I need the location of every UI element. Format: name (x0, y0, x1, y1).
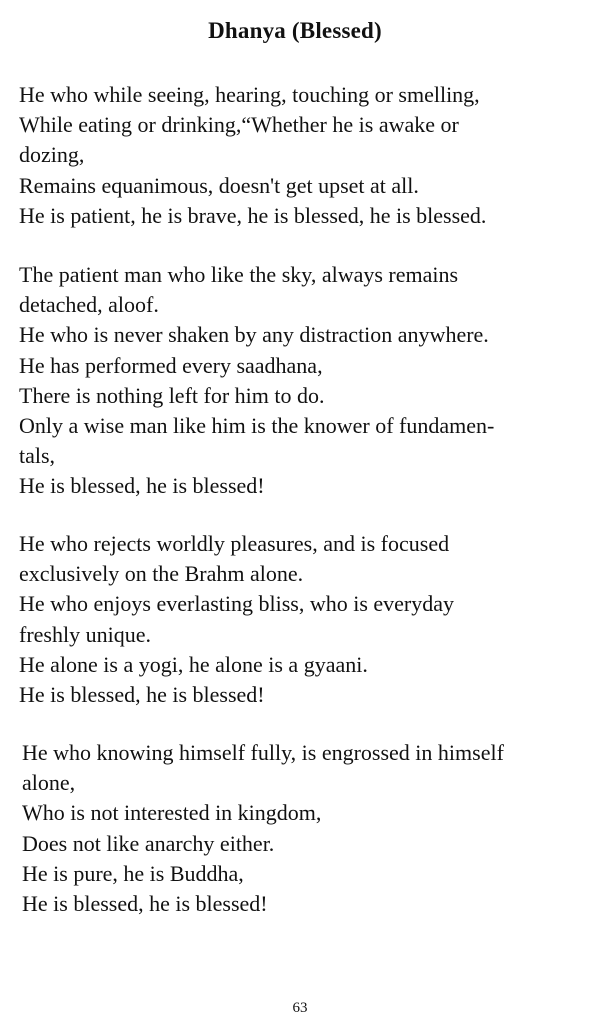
poem-line: He is pure, he is Buddha, (22, 860, 244, 886)
poem-line: detached, aloof. (19, 292, 159, 318)
page-number: 63 (292, 1000, 308, 1016)
poem-line: He alone is a yogi, he alone is a gyaani. (19, 651, 368, 677)
poem-line: Does not like anarchy either. (22, 830, 275, 856)
stanza-1 (19, 80, 579, 231)
poem-line: He is blessed, he is blessed! (22, 891, 268, 917)
poem-line: He who rejects worldly pleasures, and is focused (19, 531, 450, 556)
poem-line: He who while seeing, hearing, touching or smelling, (19, 82, 480, 107)
poem-line: dozing, (19, 142, 85, 168)
poem-line: He who knowing himself fully, is engrossed in himself (22, 740, 504, 765)
poem-line: While eating or drinking,“Whether he is awake or (19, 112, 459, 138)
poem-line: tals, (19, 443, 56, 469)
poem-line: freshly unique. (19, 621, 151, 647)
poem-line: exclusively on the Brahm alone. (19, 561, 304, 587)
poem-line: He is blessed, he is blessed! (19, 682, 265, 708)
poem-line: There is nothing left for him to do. (19, 382, 325, 408)
poem-line: Who is not interested in kingdom, (22, 800, 322, 826)
stanza-4 (22, 738, 582, 919)
poem-line: He has performed every saadhana, (19, 352, 323, 378)
poem-line: Only a wise man like him is the knower of fundamen- (19, 413, 495, 439)
stanza-2 (19, 260, 579, 502)
stanza-3 (19, 529, 579, 710)
poem-line: He is patient, he is brave, he is blessed, he is blessed. (19, 202, 487, 228)
poem-line: Remains equanimous, doesn't get upset at all. (19, 172, 419, 198)
poem-title: Dhanya (Blessed) (208, 18, 382, 43)
poem-line: He is blessed, he is blessed! (19, 473, 265, 499)
poem-line: He who enjoys everlasting bliss, who is everyday (19, 591, 455, 617)
poem-line: He who is never shaken by any distraction anywhere. (19, 322, 489, 348)
poem-line: alone, (22, 770, 76, 796)
poem-line: The patient man who like the sky, always remains (19, 262, 459, 287)
